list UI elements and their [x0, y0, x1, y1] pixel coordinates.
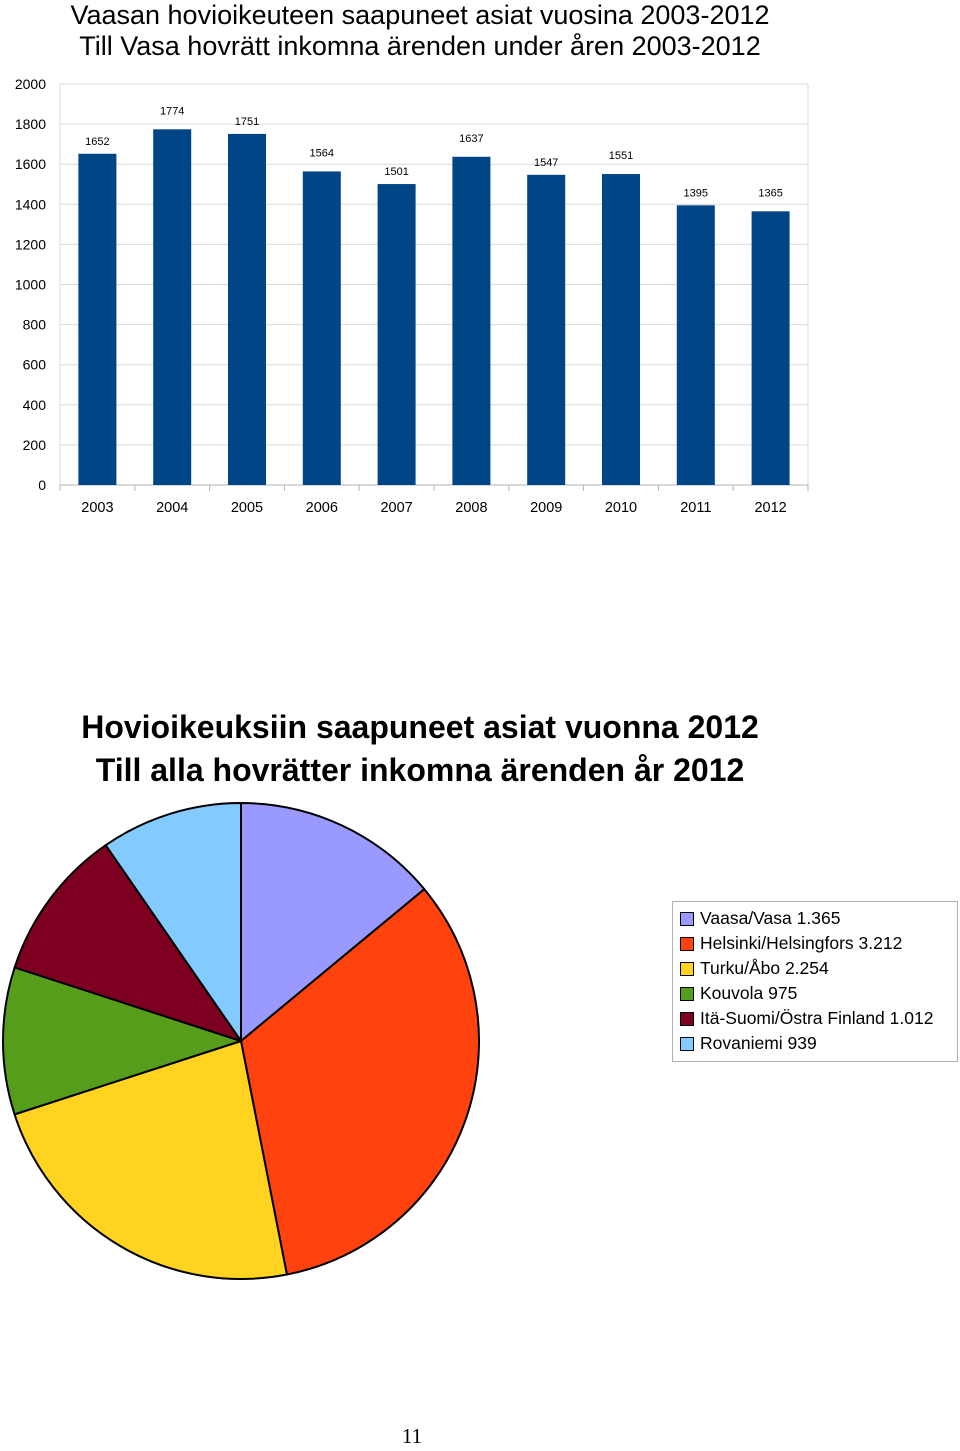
legend-item — [680, 956, 957, 981]
bar — [527, 175, 565, 485]
bar — [602, 174, 640, 485]
y-tick-label: 200 — [22, 436, 46, 453]
legend-label: Rovaniemi 939 — [700, 1033, 817, 1053]
bar — [752, 211, 790, 485]
pie-chart-title-block — [0, 706, 840, 792]
bar — [153, 129, 191, 485]
y-tick-label: 1400 — [14, 196, 46, 213]
y-tick-label: 1600 — [14, 156, 46, 173]
bar — [78, 154, 116, 485]
y-tick-label: 800 — [22, 316, 46, 333]
legend-swatch — [680, 1012, 694, 1026]
legend-swatch — [680, 962, 694, 976]
x-tick-label: 2007 — [380, 500, 413, 516]
y-tick-label: 400 — [22, 396, 46, 413]
pie-legend — [672, 901, 958, 1062]
legend-swatch — [680, 1037, 694, 1051]
legend-label: Kouvola 975 — [700, 983, 798, 1003]
bar — [452, 157, 490, 485]
y-tick-label: 1000 — [14, 276, 46, 293]
x-tick-label: 2006 — [305, 500, 338, 516]
legend-swatch — [680, 937, 694, 951]
pie-chart — [0, 800, 500, 1285]
legend-item — [680, 1006, 957, 1031]
pie-chart-subtitle: Till alla hovrätter inkomna ärenden år 2012 — [95, 752, 745, 788]
data-label: 1547 — [533, 156, 559, 169]
legend-item — [680, 1031, 957, 1056]
data-label: 1652 — [85, 135, 110, 148]
y-tick-label: 2000 — [14, 76, 46, 92]
x-tick-label: 2004 — [156, 500, 189, 516]
data-label: 1637 — [459, 132, 484, 145]
y-tick-label: 600 — [22, 356, 46, 373]
legend-label: Vaasa/Vasa 1.365 — [700, 908, 841, 928]
x-tick-label: 2010 — [604, 500, 638, 516]
legend-label: Itä-Suomi/Östra Finland 1.012 — [700, 1008, 934, 1028]
x-tick-label: 2005 — [230, 500, 264, 516]
bar-chart-title: Vaasan hovioikeuteen saapuneet asiat vuosina 2003-2012 — [70, 0, 770, 30]
data-label: 1501 — [384, 166, 409, 179]
data-label: 1751 — [234, 115, 260, 128]
legend-label: Helsinki/Helsingfors 3.212 — [700, 933, 903, 953]
x-tick-label: 2008 — [455, 500, 488, 516]
data-label: 1551 — [608, 150, 634, 163]
y-tick-label: 1200 — [14, 236, 46, 253]
bar-chart — [0, 70, 830, 530]
legend-swatch — [680, 987, 694, 1001]
y-tick-label: 0 — [38, 477, 46, 493]
page-number: 11 — [401, 1424, 423, 1448]
x-tick-label: 2011 — [680, 500, 712, 516]
x-tick-label: 2003 — [81, 500, 114, 516]
data-label: 1395 — [683, 187, 709, 200]
bar — [378, 184, 416, 485]
data-label: 1564 — [309, 147, 335, 160]
bar — [228, 134, 266, 485]
legend-item — [680, 906, 957, 931]
y-tick-label: 1800 — [14, 116, 46, 133]
pie-chart-title: Hovioikeuksiin saapuneet asiat vuonna 2012 — [81, 709, 759, 745]
legend-item — [680, 931, 957, 956]
bar — [677, 205, 715, 485]
data-label: 1365 — [758, 187, 783, 200]
bar — [303, 171, 341, 485]
legend-swatch — [680, 912, 694, 926]
x-tick-label: 2012 — [754, 500, 787, 516]
legend-item — [680, 981, 957, 1006]
bar-chart-title-block — [0, 0, 840, 62]
x-tick-label: 2009 — [530, 500, 563, 516]
data-label: 1774 — [159, 105, 185, 118]
bar-chart-subtitle: Till Vasa hovrätt inkomna ärenden under åren 2003-2012 — [79, 31, 761, 61]
legend-label: Turku/Åbo 2.254 — [700, 958, 829, 978]
